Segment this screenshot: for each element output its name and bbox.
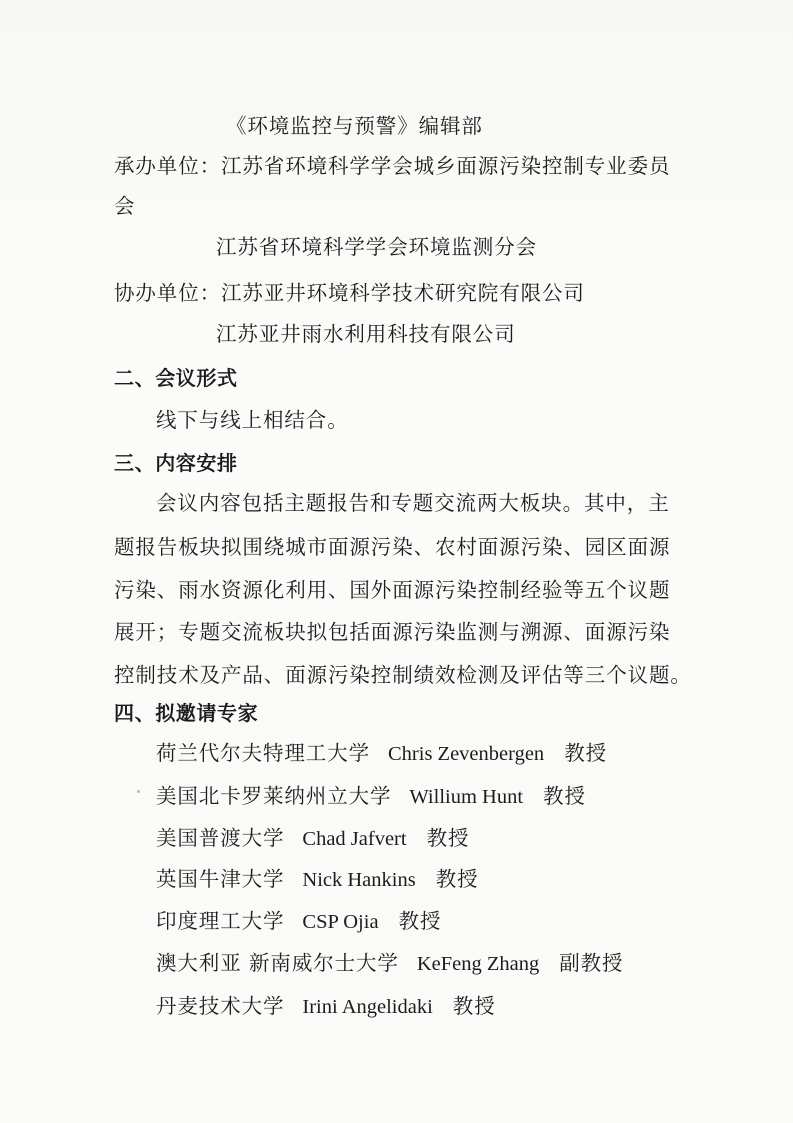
host-unit-1-wrap: 会 bbox=[114, 194, 136, 218]
section-3-heading: 三、内容安排 bbox=[114, 451, 238, 475]
co-organizer-label: 协办单位： bbox=[114, 281, 221, 305]
paragraph-line: 污染、雨水资源化利用、国外面源污染控制经验等五个议题 bbox=[114, 578, 671, 602]
expert-name: KeFeng Zhang bbox=[416, 953, 540, 975]
co-organizer-1: 江苏亚井环境科学技术研究院有限公司 bbox=[221, 281, 585, 305]
paragraph-line: 题报告板块拟围绕城市面源污染、农村面源污染、园区面源 bbox=[114, 535, 671, 559]
expert-title: 教授 bbox=[435, 867, 479, 891]
expert-row bbox=[0, 825, 793, 852]
expert-name: Chad Jafvert bbox=[302, 828, 407, 850]
expert-title: 副教授 bbox=[559, 951, 624, 975]
expert-row bbox=[0, 866, 793, 893]
expert-title: 教授 bbox=[543, 784, 586, 808]
expert-name: Willium Hunt bbox=[409, 786, 524, 808]
expert-institution: 美国北卡罗莱纳州立大学 bbox=[156, 784, 392, 808]
expert-row bbox=[0, 950, 793, 977]
expert-name: Nick Hankins bbox=[302, 869, 416, 891]
expert-title: 教授 bbox=[452, 994, 496, 1018]
host-unit-label: 承办单位： bbox=[114, 154, 221, 178]
section-2-text: 线下与线上相结合。 bbox=[156, 408, 349, 432]
expert-title: 教授 bbox=[426, 826, 470, 850]
expert-institution: 美国普渡大学 bbox=[156, 826, 285, 850]
section-2-heading: 二、会议形式 bbox=[114, 366, 238, 390]
expert-institution: 荷兰代尔夫特理工大学 bbox=[156, 741, 370, 765]
expert-row bbox=[0, 740, 793, 767]
expert-title: 教授 bbox=[564, 741, 607, 765]
section-4-heading: 四、拟邀请专家 bbox=[114, 701, 259, 725]
paragraph-line: 展开；专题交流板块拟包括面源污染监测与溯源、面源污染 bbox=[114, 620, 671, 644]
expert-institution: 英国牛津大学 bbox=[156, 867, 285, 891]
expert-institution: 印度理工大学 bbox=[156, 909, 285, 933]
expert-row bbox=[0, 993, 793, 1020]
expert-title: 教授 bbox=[398, 909, 442, 933]
expert-name: CSP Ojia bbox=[302, 911, 379, 933]
expert-institution: 丹麦技术大学 bbox=[156, 994, 285, 1018]
expert-institution: 澳大利亚 新南威尔士大学 bbox=[156, 951, 399, 975]
co-organizer-line bbox=[0, 280, 793, 306]
expert-row bbox=[0, 908, 793, 935]
paragraph-line: 会议内容包括主题报告和专题交流两大板块。其中，主 bbox=[156, 491, 670, 515]
paragraph-line: 控制技术及产品、面源污染控制绩效检测及评估等三个议题。 bbox=[114, 663, 692, 687]
editorial-office: 《环境监控与预警》编辑部 bbox=[226, 114, 483, 138]
host-unit-1: 江苏省环境科学学会城乡面源污染控制专业委员 bbox=[221, 154, 671, 178]
host-unit-line bbox=[0, 153, 793, 179]
co-organizer-2: 江苏亚井雨水利用科技有限公司 bbox=[216, 322, 516, 346]
host-unit-2: 江苏省环境科学学会环境监测分会 bbox=[216, 235, 537, 259]
expert-row bbox=[0, 783, 793, 810]
expert-name: Irini Angelidaki bbox=[302, 996, 433, 1018]
expert-name: Chris Zevenbergen bbox=[388, 743, 545, 765]
